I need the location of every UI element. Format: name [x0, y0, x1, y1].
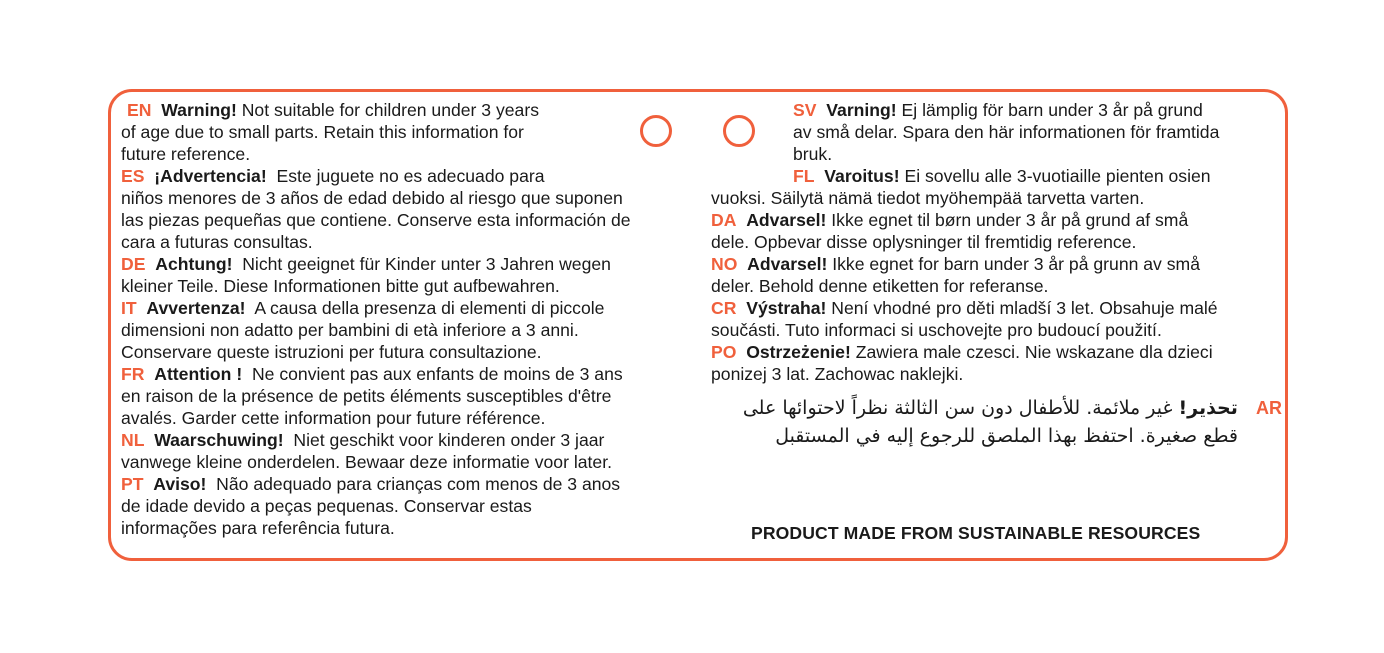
warning-heading-fr: Attention !	[154, 364, 243, 384]
lang-code-fr: FR	[121, 364, 145, 384]
warning-heading-fl: Varoitus!	[824, 166, 900, 186]
lang-code-pt: PT	[121, 474, 144, 494]
warning-line: Este juguete no es adecuado para	[276, 166, 545, 186]
warning-heading-no: Advarsel!	[747, 254, 828, 274]
warning-heading-sv: Varning!	[826, 100, 897, 120]
warning-line: las piezas pequeñas que contiene. Conserve esta información de	[121, 210, 631, 230]
warning-line: av små delar. Spara den här informationen för framtida	[793, 122, 1220, 142]
warning-line: A causa della presenza di elementi di piccole	[254, 298, 605, 318]
warning-line: informações para referência futura.	[121, 518, 395, 538]
warning-line: en raison de la présence de petits éléments susceptibles d'être	[121, 386, 612, 406]
warning-heading-de: Achtung!	[155, 254, 233, 274]
lang-code-de: DE	[121, 254, 146, 274]
warning-line: Není vhodné pro děti mladší 3 let. Obsahuje malé	[831, 298, 1218, 318]
warning-line: Ikke egnet for barn under 3 år på grunn av små	[832, 254, 1200, 274]
warning-line: dimensioni non adatto per bambini di età inferiore a 3 anni.	[121, 320, 579, 340]
lang-code-no: NO	[711, 254, 738, 274]
lang-code-nl: NL	[121, 430, 145, 450]
warning-line: cara a futuras consultas.	[121, 232, 313, 252]
lang-code-fl: FL	[793, 166, 815, 186]
warning-line: Not suitable for children under 3 years	[241, 100, 540, 120]
warning-ar-line-1	[700, 394, 1282, 422]
warning-heading-en: Warning!	[161, 100, 237, 120]
warning-en	[121, 99, 696, 121]
warning-line: deler. Behold denne etiketten for referanse.	[711, 276, 1049, 296]
warning-heading-da: Advarsel!	[746, 210, 827, 230]
warning-heading-it: Avvertenza!	[146, 298, 246, 318]
warning-line: dele. Opbevar disse oplysninger til fremtidig reference.	[711, 232, 1137, 252]
warning-ar	[700, 394, 1282, 450]
lang-code-it: IT	[121, 298, 137, 318]
lang-code-sv: SV	[793, 100, 817, 120]
warning-fl	[711, 165, 1281, 187]
warning-heading-cr: Výstraha!	[746, 298, 827, 318]
warning-heading-pt: Aviso!	[153, 474, 207, 494]
warning-heading-ar: تحذير!	[1178, 397, 1238, 419]
warning-line: Ne convient pas aux enfants de moins de 3 ans	[251, 364, 623, 384]
lang-code-ar: AR	[1256, 398, 1282, 418]
warning-line: Ikke egnet til børn under 3 år på grund af små	[831, 210, 1189, 230]
warning-da	[711, 209, 1281, 231]
warning-line: Não adequado para crianças com menos de 3 anos	[216, 474, 621, 494]
warning-heading-nl: Waarschuwing!	[154, 430, 284, 450]
warning-line: of age due to small parts. Retain this information for	[121, 122, 524, 142]
warning-no	[711, 253, 1281, 275]
warning-line: kleiner Teile. Diese Informationen bitte gut aufbewahren.	[121, 276, 560, 296]
warning-line: vuoksi. Säilytä nämä tiedot myöhempää tarvetta varten.	[711, 188, 1145, 208]
warning-line: niños menores de 3 años de edad debido al riesgo que suponen	[121, 188, 623, 208]
lang-code-es: ES	[121, 166, 145, 186]
warning-sv	[711, 99, 1281, 121]
warning-line: Ej lämplig för barn under 3 år på grund	[901, 100, 1203, 120]
warning-heading-es: ¡Advertencia!	[154, 166, 267, 186]
warning-line: de idade devido a peças pequenas. Conservar estas	[121, 496, 532, 516]
lang-code-da: DA	[711, 210, 737, 230]
warning-line: قطع صغيرة. احتفظ بهذا الملصق للرجوع إليه في المستقبل	[775, 425, 1238, 447]
warning-pt	[121, 473, 696, 495]
warning-line: bruk.	[793, 144, 833, 164]
warning-po	[711, 341, 1281, 363]
warning-line: avalés. Garder cette information pour future référence.	[121, 408, 546, 428]
warning-line: ponizej 3 lat. Zachowac naklejki.	[711, 364, 964, 384]
lang-code-en: EN	[127, 100, 152, 120]
warning-line: Zawiera male czesci. Nie wskazane dla dzieci	[855, 342, 1213, 362]
warning-line: Nicht geeignet für Kinder unter 3 Jahren wegen	[242, 254, 611, 274]
lang-code-po: PO	[711, 342, 737, 362]
lang-code-cr: CR	[711, 298, 737, 318]
warning-line: Niet geschikt voor kinderen onder 3 jaar	[293, 430, 605, 450]
warning-it	[121, 297, 696, 319]
warning-heading-po: Ostrzeżenie!	[746, 342, 851, 362]
warning-line: Conservare queste istruzioni per futura consultazione.	[121, 342, 542, 362]
warning-es	[121, 165, 696, 187]
right-column	[711, 99, 1281, 385]
warning-line: غير ملائمة. للأطفال دون سن الثالثة نظراً لاحتوائها على	[742, 397, 1173, 419]
warning-line: součásti. Tuto informaci si uschovejte pro budoucí použití.	[711, 320, 1162, 340]
warning-nl	[121, 429, 696, 451]
warning-de	[121, 253, 696, 275]
left-column	[121, 99, 696, 539]
sustainability-statement: PRODUCT MADE FROM SUSTAINABLE RESOURCES	[751, 523, 1201, 543]
warning-fr	[121, 363, 696, 385]
warning-line: Ei sovellu alle 3-vuotiaille pienten osien	[904, 166, 1211, 186]
warning-cr	[711, 297, 1281, 319]
warning-line: future reference.	[121, 144, 251, 164]
warning-line: vanwege kleine onderdelen. Bewaar deze informatie voor later.	[121, 452, 612, 472]
